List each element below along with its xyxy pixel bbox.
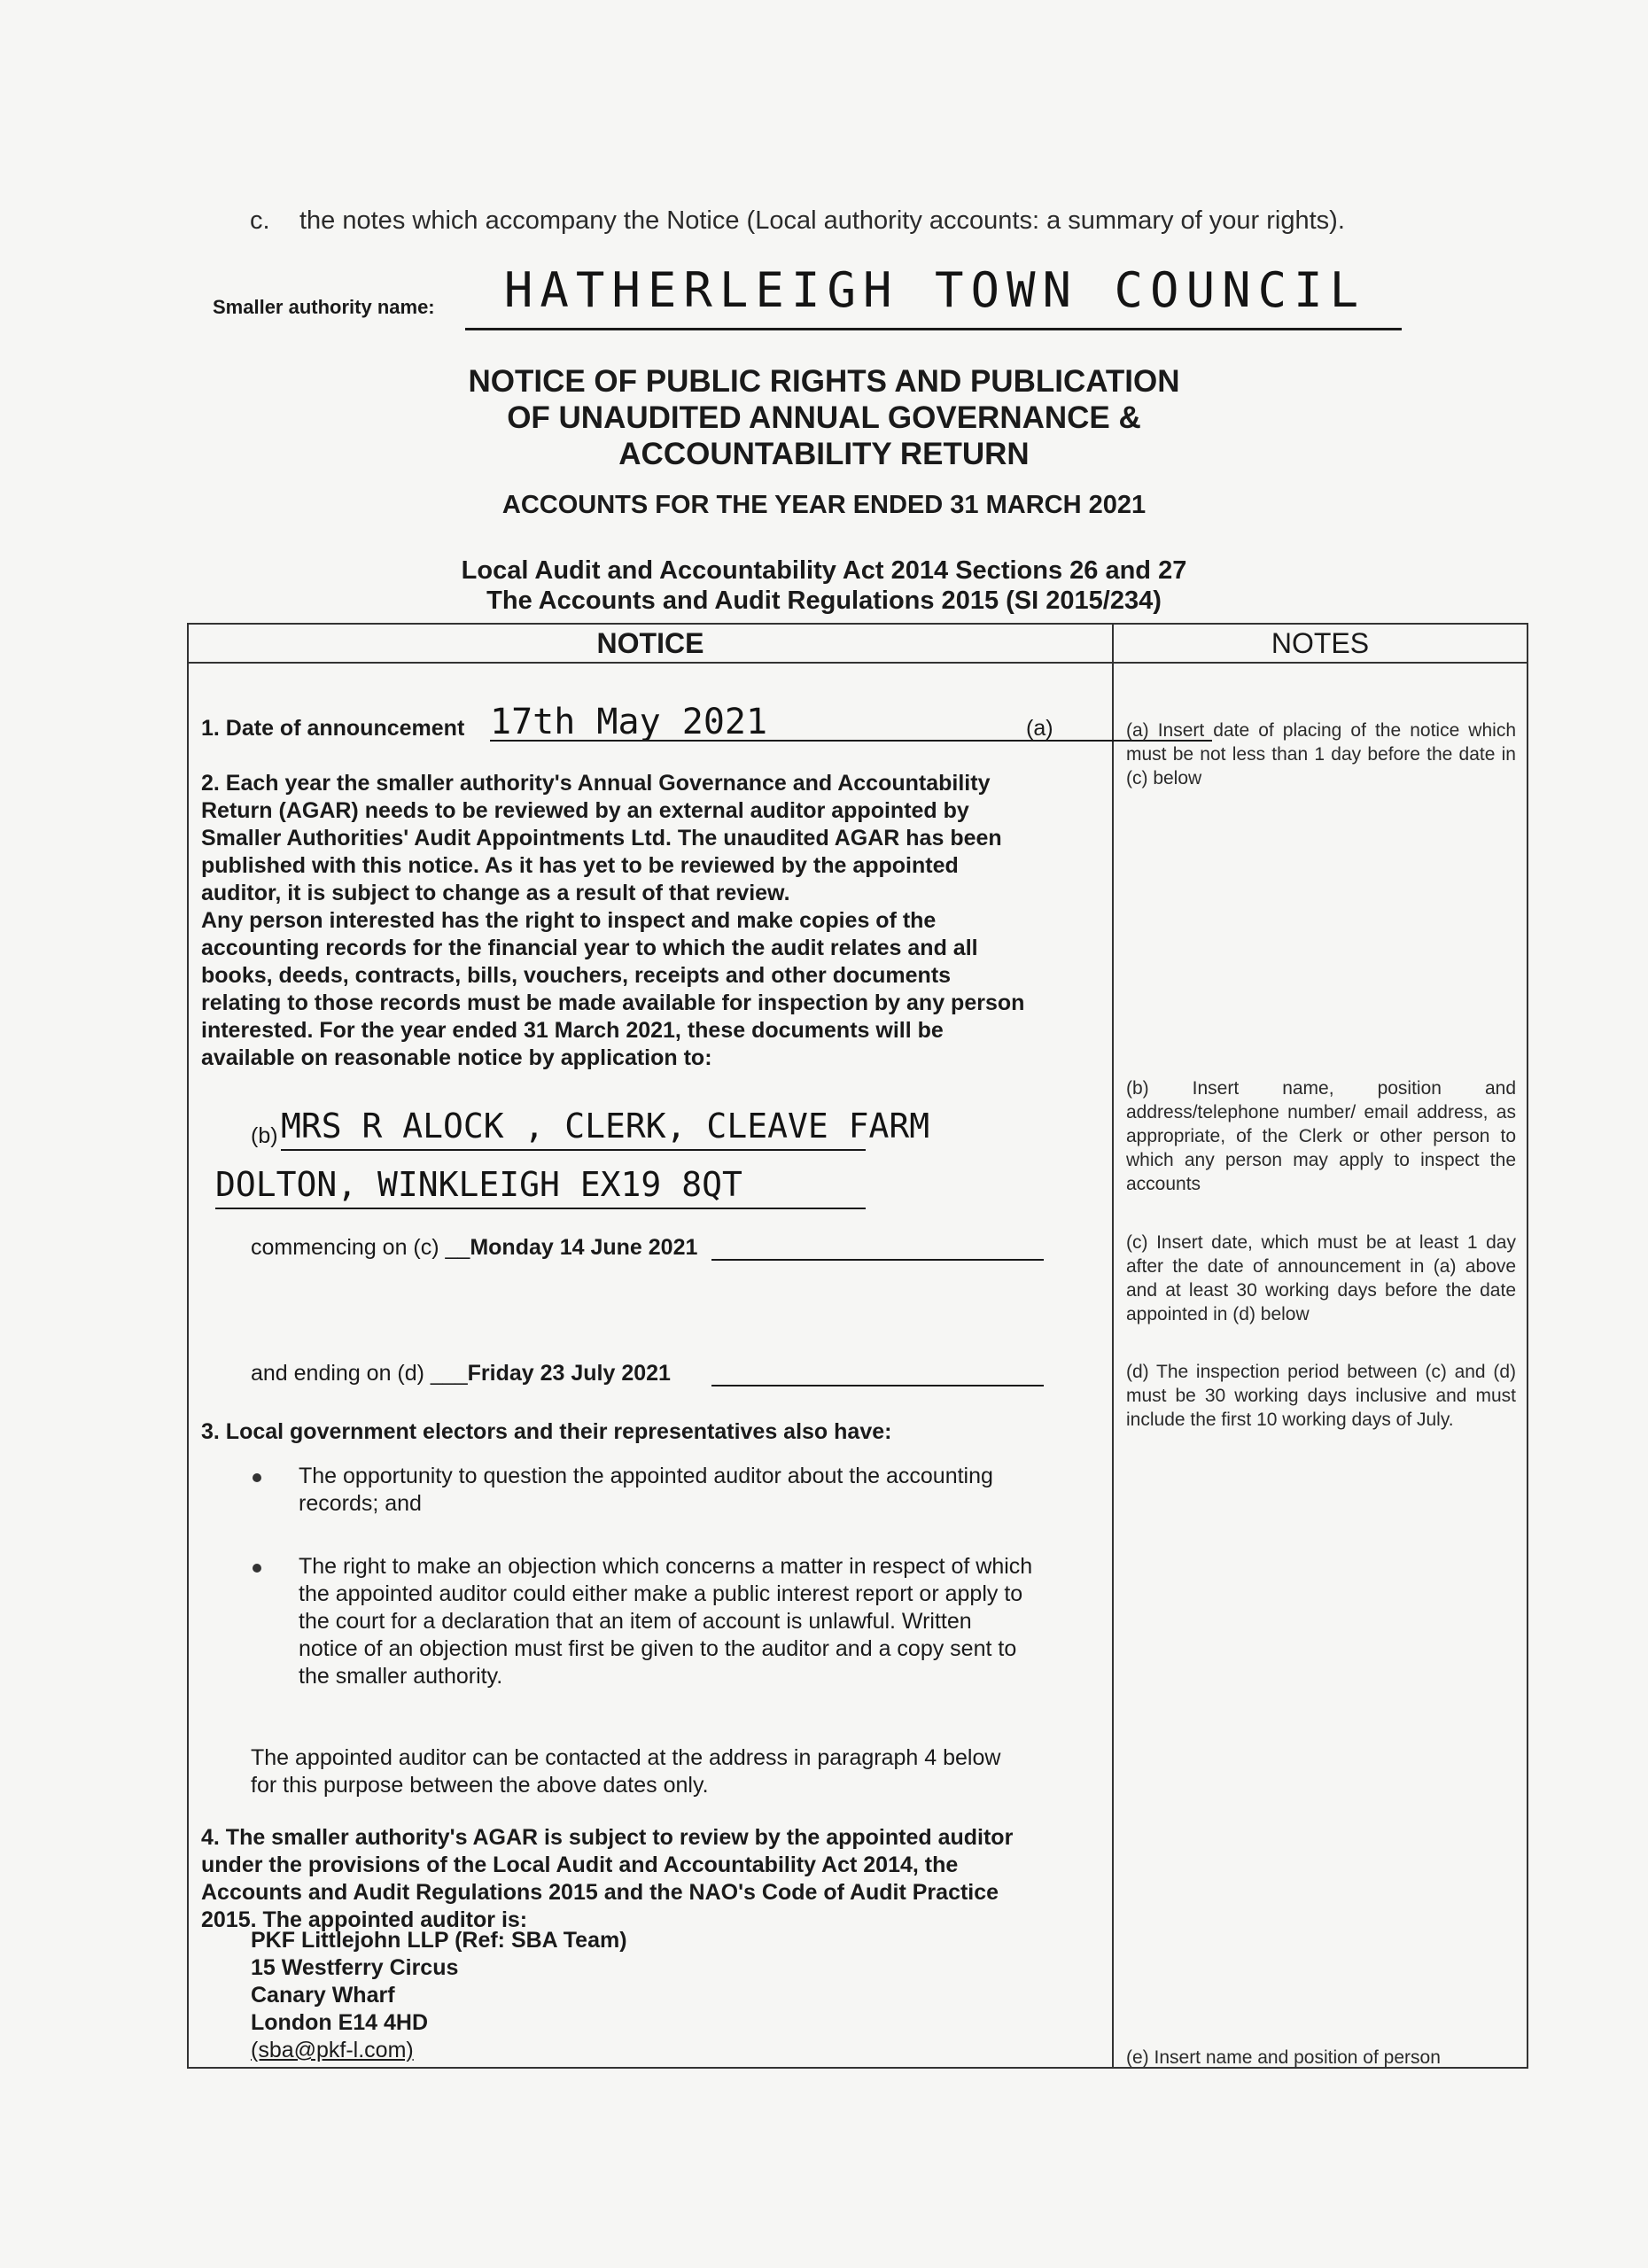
item-2-line: accounting records for the financial year to which the audit relates and all	[201, 936, 978, 960]
notes-column	[1113, 663, 1528, 2068]
bullet-2-text	[299, 1553, 1103, 1690]
accounts-year-heading: ACCOUNTS FOR THE YEAR ENDED 31 MARCH 2021	[501, 491, 1147, 519]
bullet-icon	[253, 1564, 261, 1573]
authority-name-value: HATHERLEIGH TOWN COUNCIL	[503, 262, 1366, 318]
item-2-paragraph	[201, 770, 1101, 1072]
notice-column	[188, 663, 1113, 2068]
item-2-line: Return (AGAR) needs to be reviewed by an external auditor appointed by	[201, 798, 969, 823]
item-4-line: 4. The smaller authority's AGAR is subject to review by the appointed auditor	[201, 1825, 1014, 1850]
bullet-2-line: notice of an objection must first be given to the auditor and a copy sent to	[299, 1636, 1017, 1661]
auditor-contact-paragraph	[251, 1744, 1103, 1799]
authority-name-underline	[465, 328, 1402, 330]
legislation-line-2: The Accounts and Audit Regulations 2015 (SI 2015/234)	[486, 586, 1162, 615]
contact-line-2: DOLTON, WINKLEIGH EX19 8QT	[215, 1165, 742, 1204]
notice-column-header: NOTICE	[188, 624, 1113, 663]
note-e: (e) Insert name and position of person	[1126, 2047, 1441, 2068]
ending-label: and ending on (d) ___	[251, 1361, 468, 1386]
bullet-2-line: the smaller authority.	[299, 1664, 503, 1689]
auditor-city: London E14 4HD	[251, 2010, 429, 2035]
title-line-3: ACCOUNTABILITY RETURN	[618, 437, 1030, 471]
ending-date	[251, 1360, 671, 1387]
bullet-icon	[253, 1473, 261, 1482]
item-2-line: Smaller Authorities' Audit Appointments Ltd. The unaudited AGAR has been	[201, 826, 1002, 850]
notice-title	[266, 363, 1382, 472]
announcement-date-underline	[490, 740, 1212, 742]
item-2-line: relating to those records must be made available for inspection by any person	[201, 990, 1025, 1015]
contact-line-1: MRS R ALOCK , CLERK, CLEAVE FARM	[281, 1107, 930, 1146]
intro-note-c	[250, 206, 1419, 237]
bullet-2-line: The right to make an objection which concerns a matter in respect of which	[299, 1554, 1033, 1579]
announcement-date-label: 1. Date of announcement	[201, 716, 465, 741]
note-d: (d) The inspection period between (c) and (d) must be 30 working days inclusive and must include the first 10 working days of July.	[1126, 1362, 1516, 1430]
bullet-1-text	[299, 1463, 1103, 1518]
item-4-paragraph	[201, 1824, 1103, 1934]
contact-line-1-underline	[281, 1149, 866, 1151]
authority-name-label: Smaller authority name:	[213, 296, 435, 318]
intro-text: the notes which accompany the Notice (Local authority accounts: a summary of your rights).	[299, 206, 1345, 235]
legislation-line-1: Local Audit and Accountability Act 2014 Sections 26 and 27	[461, 556, 1187, 585]
bullet-1-line: records; and	[299, 1491, 422, 1516]
item-4-line: under the provisions of the Local Audit and Accountability Act 2014, the	[201, 1852, 959, 1877]
commencing-label: commencing on (c) __	[251, 1235, 470, 1260]
auditor-contact-line: for this purpose between the above dates only.	[251, 1773, 709, 1798]
commencing-value: Monday 14 June 2021	[470, 1235, 698, 1260]
item-3-heading: 3. Local government electors and their representatives also have:	[201, 1419, 892, 1444]
item-2-line: available on reasonable notice by application to:	[201, 1045, 712, 1070]
notice-table	[187, 623, 1528, 2069]
title-line-1: NOTICE OF PUBLIC RIGHTS AND PUBLICATION	[468, 364, 1180, 399]
notes-column-header: NOTES	[1113, 624, 1528, 663]
contact-line-2-underline	[215, 1208, 866, 1209]
title-line-2: OF UNAUDITED ANNUAL GOVERNANCE &	[507, 400, 1141, 435]
item-2-line: auditor, it is subject to change as a result of that review.	[201, 881, 790, 905]
announcement-date-value: 17th May 2021	[490, 702, 768, 742]
bullet-1-line: The opportunity to question the appointed auditor about the accounting	[299, 1464, 993, 1488]
auditor-street: 15 Westferry Circus	[251, 1955, 459, 1980]
auditor-address	[251, 1927, 627, 2037]
intro-marker: c.	[250, 206, 270, 235]
ending-value: Friday 23 July 2021	[467, 1361, 671, 1386]
note-a: (a) Insert date of placing of the notice which must be not less than 1 day before the date in (c) below	[1126, 720, 1516, 788]
auditor-name: PKF Littlejohn LLP (Ref: SBA Team)	[251, 1928, 627, 1953]
item-2-line: 2. Each year the smaller authority's Annual Governance and Accountability	[201, 771, 991, 796]
commencing-underline	[711, 1259, 1044, 1261]
item-2-line: Any person interested has the right to inspect and make copies of the	[201, 908, 937, 933]
announcement-date-ref: (a)	[1026, 716, 1053, 741]
item-2-line: published with this notice. As it has yet to be reviewed by the appointed	[201, 853, 959, 878]
auditor-area: Canary Wharf	[251, 1983, 395, 2008]
commencing-date	[251, 1234, 697, 1262]
legislation-heading	[266, 555, 1382, 616]
ending-underline	[711, 1385, 1044, 1386]
bullet-2-line: the appointed auditor could either make a public interest report or apply to	[299, 1581, 1023, 1606]
note-c: (c) Insert date, which must be at least 1 day after the date of announcement in (a) above and at least 30 working days before the date appointed in (d) below	[1126, 1232, 1516, 1324]
item-4-line: 2015. The appointed auditor is:	[201, 1907, 528, 1932]
bullet-2-line: the court for a declaration that an item of account is unlawful. Written	[299, 1609, 972, 1634]
item-2-line: interested. For the year ended 31 March 2021, these documents will be	[201, 1018, 944, 1043]
item-4-line: Accounts and Audit Regulations 2015 and the NAO's Code of Audit Practice	[201, 1880, 999, 1905]
contact-ref: (b)	[251, 1123, 278, 1148]
auditor-contact-line: The appointed auditor can be contacted at the address in paragraph 4 below	[251, 1745, 1001, 1770]
auditor-email: (sba@pkf-l.com)	[251, 2038, 414, 2062]
note-b: (b) Insert name, position and address/telephone number/ email address, as appropriate, of the Clerk or other person to which any person may apply to inspect the accounts	[1126, 1078, 1516, 1194]
item-2-line: books, deeds, contracts, bills, vouchers, receipts and other documents	[201, 963, 952, 988]
